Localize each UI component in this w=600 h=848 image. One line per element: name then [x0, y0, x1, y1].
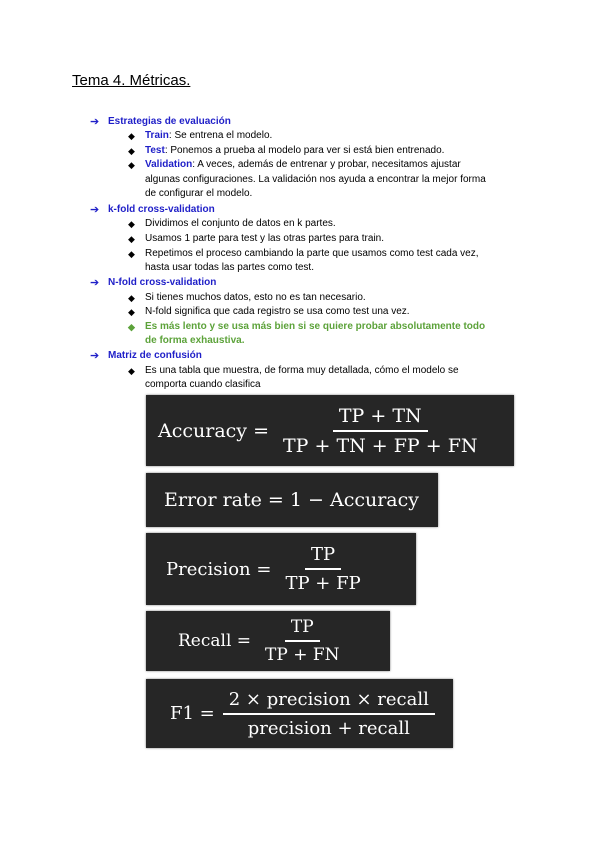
arrow-icon: ➔	[90, 350, 100, 362]
item-continuation: hasta usar todas las partes como test.	[145, 262, 314, 273]
denominator: TP + FP	[285, 573, 361, 594]
arrow-icon: ➔	[90, 277, 100, 289]
denominator: TP + TN + FP + FN	[283, 434, 478, 457]
diamond-bullet-icon: ◆	[128, 219, 135, 229]
f1-formula	[146, 679, 453, 748]
section-heading: Matriz de confusión	[108, 350, 202, 361]
fraction	[277, 405, 484, 457]
item-text: Usamos 1 parte para test y las otras partes para train.	[145, 233, 384, 244]
item-text: : A veces, además de entrenar y probar, necesitamos ajustar	[192, 159, 461, 170]
fraction	[259, 617, 346, 665]
term-validation: Validation	[145, 159, 193, 170]
term-train: Train	[145, 130, 169, 141]
recall-formula	[146, 611, 390, 671]
diamond-bullet-icon: ◆	[128, 366, 135, 376]
diamond-bullet-icon: ◆	[128, 160, 135, 170]
section-heading: k-fold cross-validation	[108, 204, 215, 215]
arrow-icon: ➔	[90, 116, 100, 128]
accuracy-formula	[146, 395, 514, 466]
diamond-bullet-icon: ◆	[128, 322, 135, 332]
denominator: TP + FN	[265, 645, 340, 665]
item-text: : Ponemos a prueba al modelo para ver si está bien entrenado.	[164, 145, 445, 156]
term-test: Test	[145, 145, 165, 156]
item-text: N-fold significa que cada registro se usa como test una vez.	[145, 306, 410, 317]
item-text: Repetimos el proceso cambiando la parte que usamos como test cada vez,	[145, 248, 479, 259]
item-continuation: de forma exhaustiva.	[145, 335, 245, 346]
section-heading: N-fold cross-validation	[108, 277, 217, 288]
formula-lhs: Accuracy =	[158, 419, 269, 442]
precision-formula	[146, 533, 416, 605]
item-text: : Se entrena el modelo.	[168, 130, 273, 141]
page-title: Tema 4. Métricas.	[72, 72, 191, 89]
formula-lhs: F1 =	[170, 703, 215, 724]
item-text: Dividimos el conjunto de datos en k partes.	[145, 218, 336, 229]
fraction	[223, 689, 435, 739]
item-continuation: de configurar el modelo.	[145, 188, 253, 199]
numerator: 2 × precision × recall	[223, 689, 435, 715]
arrow-icon: ➔	[90, 204, 100, 216]
diamond-bullet-icon: ◆	[128, 131, 135, 141]
numerator: TP	[285, 617, 320, 642]
diamond-bullet-icon: ◆	[128, 146, 135, 156]
numerator: TP + TN	[333, 405, 428, 432]
denominator: precision + recall	[247, 717, 410, 739]
numerator: TP	[305, 544, 341, 570]
formula-text: Error rate = 1 − Accuracy	[164, 489, 419, 511]
item-continuation: algunas configuraciones. La validación nos ayuda a encontrar la mejor forma	[145, 174, 486, 185]
error-rate-formula	[146, 473, 438, 527]
item-text: Si tienes muchos datos, esto no es tan necesario.	[145, 292, 366, 303]
item-text: Es una tabla que muestra, de forma muy detallada, cómo el modelo se	[145, 365, 459, 376]
fraction	[279, 544, 366, 594]
diamond-bullet-icon: ◆	[128, 293, 135, 303]
formula-lhs: Precision =	[166, 558, 272, 580]
item-text-highlight: Es más lento y se usa más bien si se quiere probar absolutamente todo	[145, 321, 486, 332]
section-heading: Estrategias de evaluación	[108, 116, 231, 127]
item-continuation: comporta cuando clasifica	[145, 379, 261, 390]
diamond-bullet-icon: ◆	[128, 249, 135, 259]
diamond-bullet-icon: ◆	[128, 234, 135, 244]
formula-lhs: Recall =	[178, 631, 252, 651]
diamond-bullet-icon: ◆	[128, 307, 135, 317]
